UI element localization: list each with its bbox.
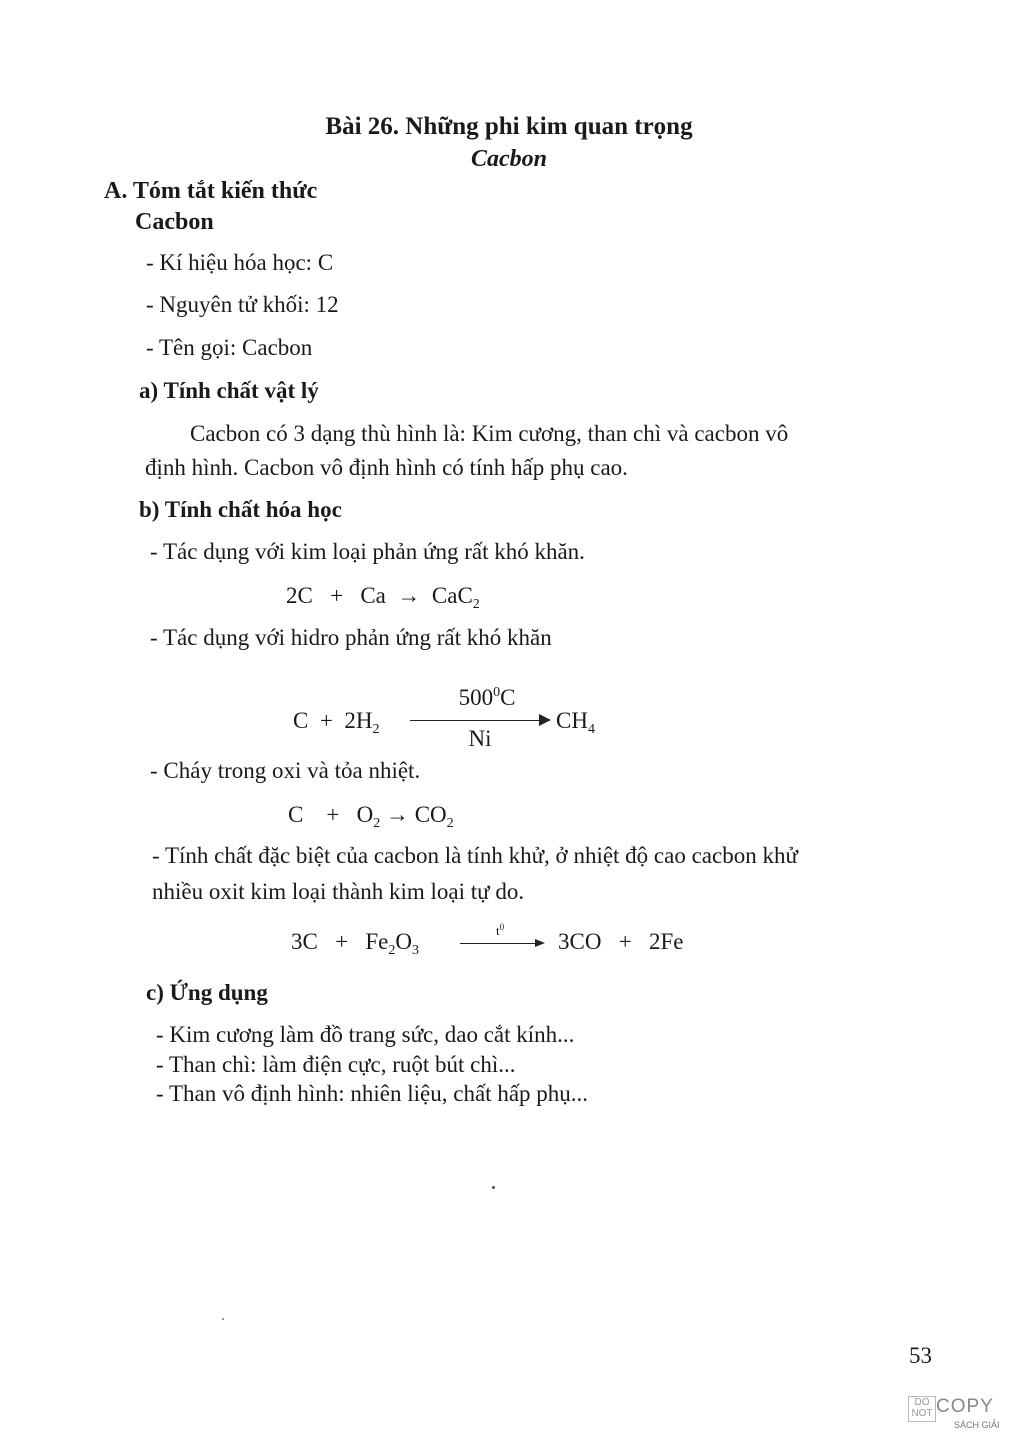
subscript: 2 [446, 816, 454, 831]
print-speck [492, 1186, 495, 1189]
reaction-condition-catalyst: Ni [468, 726, 492, 751]
reaction-condition-heat [496, 923, 504, 939]
fact-atomic-mass: - Nguyên tử khối: 12 [146, 292, 339, 317]
application-item-diamond: - Kim cương làm đồ trang sức, dao cắt kính... [156, 1022, 575, 1047]
watermark-box [908, 1396, 936, 1422]
fact-name: - Tên gọi: Cacbon [146, 335, 313, 360]
reaction-arrow: → [385, 802, 409, 827]
eq-term: 3CO [558, 929, 602, 954]
subscript: 2 [372, 722, 380, 737]
watermark-text: NOT [911, 1408, 933, 1419]
watermark-site: SÁCH GIẢI [954, 1420, 1000, 1430]
chemical-item-reducing-line2: nhiều oxit kim loại thành kim loại tự do. [152, 879, 525, 904]
eq-term: C [500, 685, 516, 710]
eq-term: 500 [458, 685, 494, 710]
eq-term: 3C [291, 929, 318, 954]
equation-carbon-oxygen: C + $O_2 \to CO_2$ [288, 802, 454, 831]
equation-products: 3CO + 2Fe [558, 929, 684, 954]
eq-term: O [356, 802, 374, 827]
equation-carbon-hydrogen: $C + 2H_2$ [293, 708, 380, 737]
chemical-item-metal: - Tác dụng với kim loại phản ứng rất khó khăn. [150, 539, 585, 564]
subscript: 3 [411, 943, 419, 958]
reaction-arrow-head [535, 939, 545, 947]
subscript: 2 [373, 816, 381, 831]
application-item-amorphous: - Than vô định hình: nhiên liệu, chất hấp phụ... [156, 1081, 589, 1106]
equation-carbon-calcium: 2C + Ca → CaC$_2$ [286, 583, 480, 612]
lesson-subtitle: Cacbon [470, 146, 547, 172]
eq-term: CaC [431, 583, 473, 608]
fact-symbol: - Kí hiệu hóa học: C [146, 250, 334, 275]
chemical-item-reducing-line1: - Tính chất đặc biệt của cacbon là tính khử, ở nhiệt độ cao cacbon khử [152, 843, 798, 868]
physical-paragraph-line1: Cacbon có 3 dạng thù hình là: Kim cương, than chì và cacbon vô [190, 421, 789, 446]
physical-paragraph-line2: định hình. Cacbon vô định hình có tính hấp phụ cao. [145, 455, 628, 480]
eq-term: CO [414, 802, 447, 827]
eq-term: t [496, 923, 500, 938]
eq-term: CH [556, 708, 588, 733]
superscript: 0 [499, 922, 505, 932]
eq-term: Fe [365, 929, 389, 954]
reaction-arrow: → [397, 583, 421, 608]
equation-carbon-iron-oxide: $3C + Fe_2O_3$ [291, 929, 419, 958]
application-item-graphite: - Than chì: làm điện cực, ruột bút chì... [156, 1052, 516, 1077]
chemical-heading: b) Tính chất hóa học [139, 497, 342, 522]
eq-term: 2H [344, 708, 373, 733]
page-number: 53 [909, 1343, 932, 1368]
subscript: 2 [388, 943, 396, 958]
eq-term: 2Fe [648, 929, 684, 954]
chemical-item-oxygen: - Cháy trong oxi và tỏa nhiệt. [150, 758, 421, 783]
physical-heading: a) Tính chất vật lý [139, 378, 319, 403]
lesson-title: Bài 26. Những phi kim quan trọng [325, 113, 693, 140]
reaction-condition-temperature [455, 685, 519, 711]
eq-term: C [288, 802, 304, 827]
print-speck [222, 1318, 224, 1320]
eq-term: C [293, 708, 309, 733]
section-a-heading: A. Tóm tắt kiến thức [104, 178, 318, 204]
chemical-item-hydrogen: - Tác dụng với hidro phản ứng rất khó khăn [150, 625, 552, 650]
eq-term: 2C [286, 583, 313, 608]
superscript: 0 [493, 685, 501, 700]
copy-watermark [908, 1396, 1006, 1436]
watermark-word: COPY [936, 1396, 994, 1417]
watermark-text: DO [914, 1397, 930, 1408]
subscript: 4 [587, 722, 595, 737]
application-heading: c) Ứng dụng [146, 980, 268, 1005]
reaction-arrow-head [539, 714, 551, 726]
subscript: 2 [472, 597, 480, 612]
eq-term: O [395, 929, 412, 954]
eq-term: Ca [360, 583, 386, 608]
reaction-arrow-shaft [460, 943, 540, 944]
section-a-subheading: Cacbon [135, 209, 214, 235]
reaction-arrow-shaft [410, 720, 548, 721]
eq-product [431, 583, 480, 612]
equation-product-methane [556, 708, 595, 737]
